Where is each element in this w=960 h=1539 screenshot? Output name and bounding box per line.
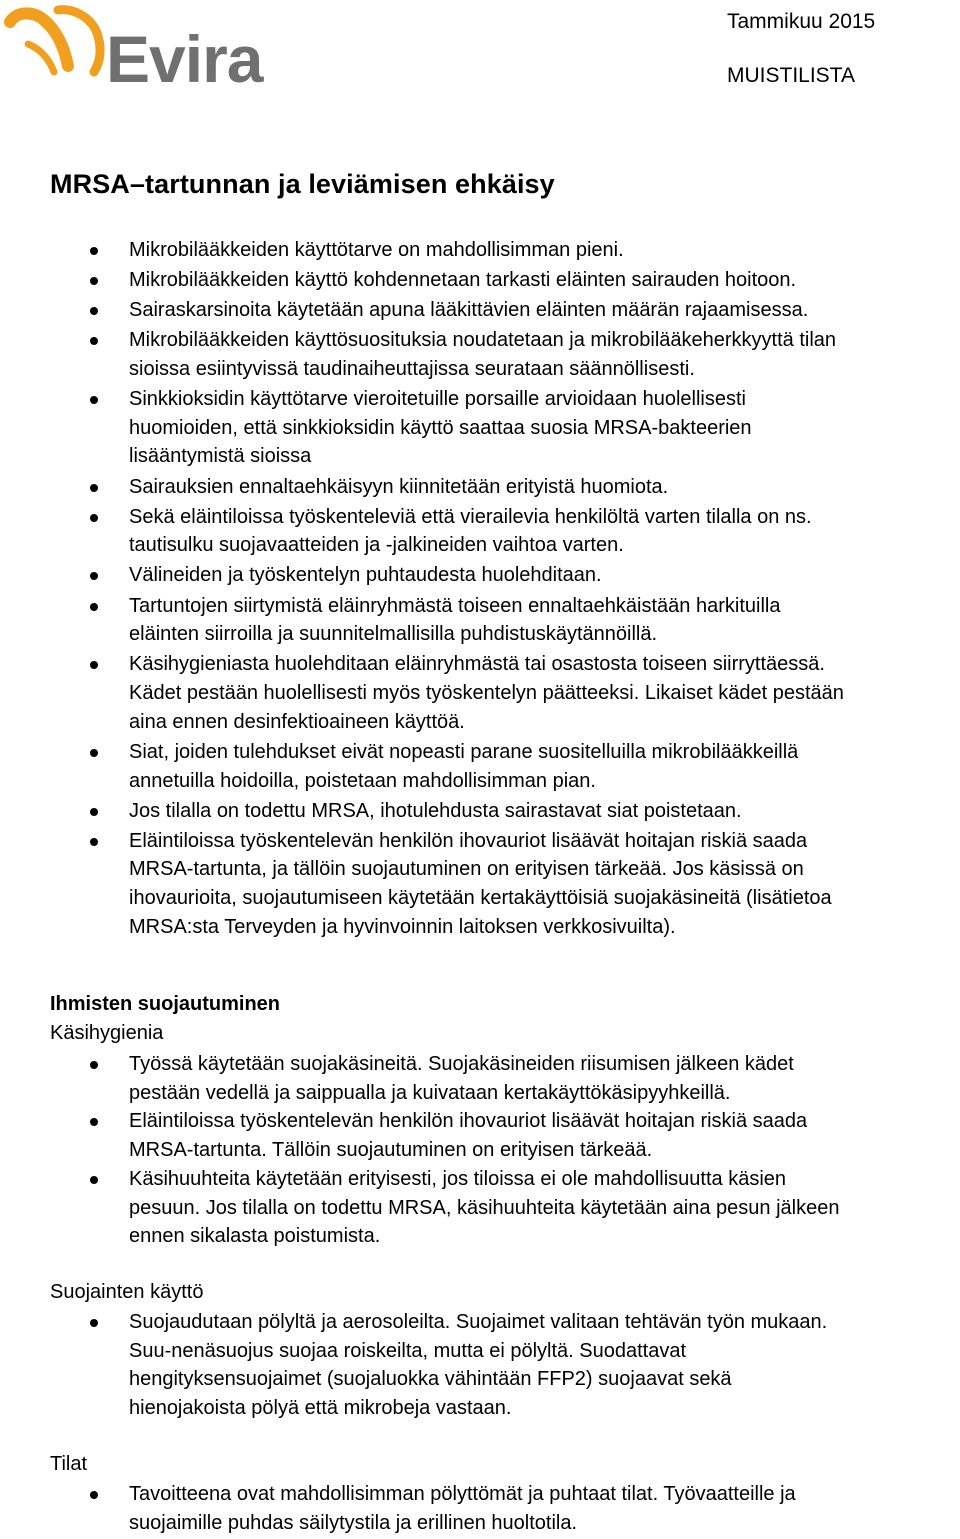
list-item <box>0 1050 960 1107</box>
list-item-line: Siat, joiden tulehdukset eivät nopeasti parane suositelluilla mikrobilääkkeillä <box>129 740 799 763</box>
header-date: Tammikuu 2015 <box>727 10 876 33</box>
list-item-line: Tavoitteena ovat mahdollisimman pölyttömät ja puhtaat tilat. Työvaatteille ja <box>129 1483 796 1505</box>
list-item-line: hengityksensuojaimet (suojaluokka vähintään FFP2) suojaavat sekä <box>129 1368 732 1391</box>
list-item-line: Eläintiloissa työskentelevän henkilön ihovauriot lisäävät hoitajan riskiä saada <box>129 1110 808 1133</box>
list-item <box>0 266 960 295</box>
evira-logo-text: Evira <box>106 22 263 88</box>
list-item <box>0 473 960 502</box>
list-item <box>0 1107 960 1164</box>
list-item-line: MRSA:sta Terveyden ja hyvinvoinnin laitoksen verkkosivuilta). <box>129 915 676 938</box>
list-item-line: pesuun. Jos tilalla on todettu MRSA, käsihuuhteita käytetään aina pesun jälkeen <box>129 1196 840 1219</box>
list-item-line: annetuilla hoidoilla, poistetaan mahdollisimman pian. <box>129 769 596 792</box>
list-item-line: Tartuntojen siirtymistä eläinryhmästä toiseen ennaltaehkäistään harkituilla <box>129 594 781 617</box>
list-item-line: Mikrobilääkkeiden käyttötarve on mahdollisimman pieni. <box>129 239 624 261</box>
list-item <box>0 797 960 826</box>
facilities-heading: Tilat <box>50 1453 88 1475</box>
list-item-line: pestään vedellä ja saippualla ja kuivataan kertakäyttökäsipyyhkeillä. <box>129 1081 731 1104</box>
evira-logo-mark <box>10 10 100 72</box>
list-item-line: sioissa esiintyvissä taudinaiheuttajissa seurataan säännöllisesti. <box>129 357 695 380</box>
list-item-line: Käsihuuhteita käytetään erityisesti, jos tiloissa ei ole mahdollisuutta käsien <box>129 1167 787 1190</box>
list-item-line: MRSA-tartunta. Tällöin suojautuminen on erityisen tärkeää. <box>129 1139 653 1162</box>
list-item-line: Välineiden ja työskentelyn puhtaudesta huolehditaan. <box>129 564 602 587</box>
hand-hygiene-heading: Käsihygienia <box>50 1022 164 1044</box>
list-item <box>0 326 960 383</box>
list-item-line: Mikrobilääkkeiden käyttösuosituksia noudatetaan ja mikrobilääkeherkkyyttä tilan <box>129 329 837 352</box>
page-title: MRSA–tartunnan ja leviämisen ehkäisy <box>50 169 555 199</box>
list-item <box>0 503 960 560</box>
list-item-line: hienojakoista pölyä että mikrobeja vastaan. <box>129 1397 512 1420</box>
list-item-line: eläinten siirroilla ja suunnitelmallisilla puhdistuskäytännöillä. <box>129 623 658 646</box>
list-item <box>0 592 960 649</box>
prevention-list <box>0 236 960 943</box>
evira-logo <box>2 2 282 88</box>
list-item-line: MRSA-tartunta, ja tällöin suojautuminen on erityisen tärkeää. Jos käsissä on <box>129 858 804 881</box>
list-item-line: Sekä eläintiloissa työskenteleviä että vierailevia henkilöltä varten tilalla on ns. <box>129 505 812 528</box>
list-item-line: Mikrobilääkkeiden käyttö kohdennetaan tarkasti eläinten sairauden hoitoon. <box>129 269 797 292</box>
protective-gear-heading: Suojainten käyttö <box>50 1281 204 1303</box>
list-item-line: huomioiden, että sinkkioksidin käyttö saattaa suosia MRSA-bakteerien <box>129 416 752 439</box>
list-item-line: ennen sikalasta poistumista. <box>129 1225 381 1248</box>
list-item <box>0 738 960 795</box>
list-item-line: Jos tilalla on todettu MRSA, ihotulehdusta sairastavat siat poistetaan. <box>129 799 742 822</box>
list-item <box>0 1480 960 1537</box>
list-item-line: Eläintiloissa työskentelevän henkilön ihovauriot lisäävät hoitajan riskiä saada <box>129 829 808 852</box>
list-item-line: Käsihygieniasta huolehditaan eläinryhmästä tai osastosta toiseen siirryttäessä. <box>129 653 825 676</box>
list-item-line: aina ennen desinfektioaineen käyttöä. <box>129 710 465 733</box>
list-item-line: tautisulku suojavaatteiden ja -jalkineiden vaihtoa varten. <box>129 534 624 557</box>
list-item <box>0 385 960 471</box>
protective-gear-list <box>0 1308 960 1423</box>
list-item-line: lisääntymistä sioissa <box>129 445 312 468</box>
list-item <box>0 1165 960 1251</box>
list-item-line: ihovaurioita, suojautumiseen käytetään kertakäyttöisiä suojakäsineitä (lisätietoa <box>129 887 832 910</box>
list-item <box>0 650 960 736</box>
list-item-line: Sinkkioksidin käyttötarve vieroitetuille porsaille arvioidaan huolellisesti <box>129 388 746 411</box>
facilities-list <box>0 1480 960 1537</box>
list-item-line: Sairauksien ennaltaehkäisyyn kiinnitetään erityistä huomiota. <box>129 475 669 498</box>
header-doc-type: MUISTILISTA <box>727 64 855 87</box>
list-item <box>0 1308 960 1423</box>
protection-heading: Ihmisten suojautuminen <box>50 993 281 1015</box>
list-item-line: Suojaudutaan pölyltä ja aerosoleilta. Suojaimet valitaan tehtävän työn mukaan. <box>129 1311 828 1333</box>
list-item <box>0 827 960 942</box>
hand-hygiene-list <box>0 1050 960 1251</box>
list-item <box>0 561 960 590</box>
list-item-line: suojaimille puhdas säilytystila ja erillinen huoltotila. <box>129 1511 578 1534</box>
list-item-line: Kädet pestään huolellisesti myös työskentelyn päätteeksi. Likaiset kädet pestään <box>129 682 844 705</box>
list-item-line: Työssä käytetään suojakäsineitä. Suojakäsineiden riisumisen jälkeen kädet <box>129 1053 794 1075</box>
list-item <box>0 296 960 325</box>
list-item <box>0 236 960 265</box>
list-item-line: Sairaskarsinoita käytetään apuna lääkittävien eläinten määrän rajaamisessa. <box>129 299 809 322</box>
list-item-line: Suu-nenäsuojus suojaa roiskeilta, mutta ei pölyltä. Suodattavat <box>129 1339 687 1362</box>
